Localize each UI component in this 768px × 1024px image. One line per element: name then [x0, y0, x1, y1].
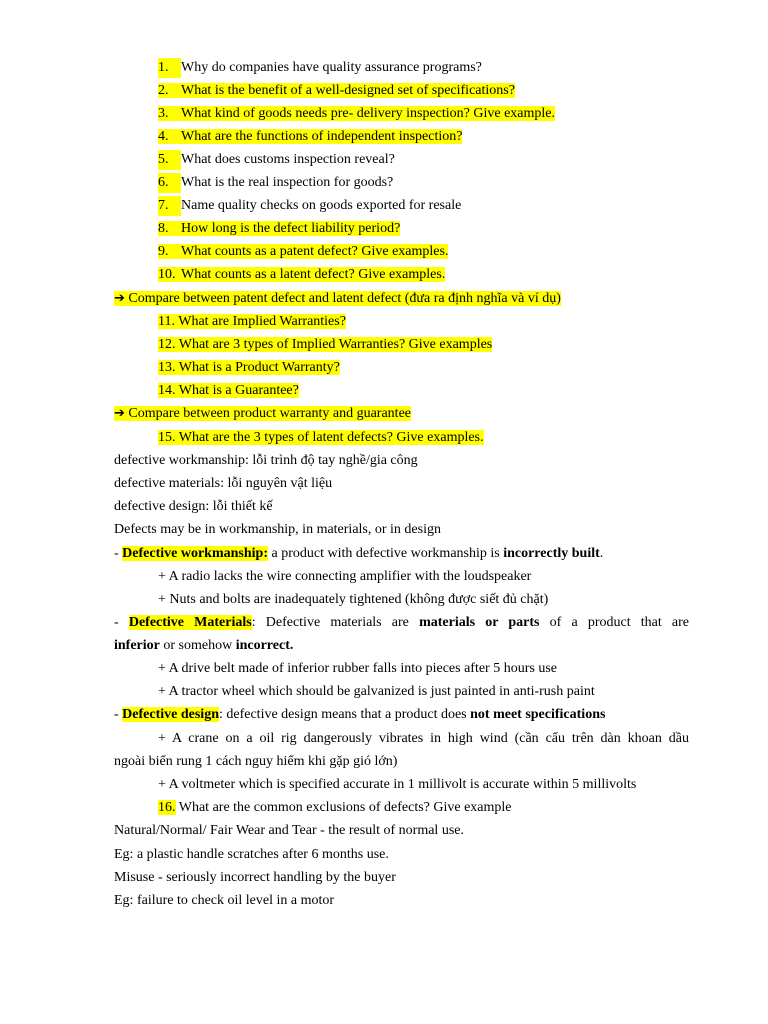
- materials-example-2: + A tractor wheel which should be galvanized is just painted in anti-rush paint: [158, 684, 595, 699]
- exclusion-misuse: Misuse - seriously incorrect handling by the buyer: [114, 870, 396, 885]
- glossary-workmanship: defective workmanship: lỗi trình độ tay nghề/gia công: [114, 453, 418, 468]
- definition-text: of a product that are: [539, 615, 689, 630]
- question-text: What are the common exclusions of defects? Give example: [178, 800, 512, 815]
- design-example-1-line-2: ngoài biển rung 1 cách nguy hiểm khi gặp gió lớn): [114, 754, 398, 769]
- list-dash: -: [114, 615, 129, 630]
- key-phrase: incorrectly built: [503, 546, 600, 561]
- question-text: What counts as a latent defect? Give examples.: [181, 267, 446, 282]
- materials-example-1: + A drive belt made of inferior rubber falls into pieces after 5 hours use: [158, 661, 557, 676]
- question-7: [158, 196, 733, 216]
- question-text: What is the benefit of a well-designed set of specifications?: [181, 83, 515, 98]
- question-text: What is a Guarantee?: [178, 383, 299, 398]
- question-13: [158, 358, 733, 378]
- workmanship-example-1: + A radio lacks the wire connecting amplifier with the loudspeaker: [158, 569, 532, 584]
- compare-patent-latent: [114, 289, 689, 309]
- question-6: [158, 173, 733, 193]
- materials-definition-line-1: [114, 613, 689, 633]
- term-defective-workmanship: Defective workmanship:: [122, 546, 268, 561]
- design-example-2: + A voltmeter which is specified accurate in 1 millivolt is accurate within 5 millivolts: [158, 777, 637, 792]
- definition-text: : Defective materials are: [251, 615, 420, 630]
- question-number: 8.: [158, 221, 169, 236]
- compare-warranty-guarantee: [114, 404, 689, 424]
- materials-definition-line-2: [114, 636, 689, 656]
- workmanship-definition: [114, 544, 689, 564]
- defects-intro: Defects may be in workmanship, in materials, or in design: [114, 522, 441, 537]
- question-text: Why do companies have quality assurance programs?: [181, 60, 482, 75]
- question-text: What kind of goods needs pre- delivery inspection? Give example.: [181, 106, 555, 121]
- period: .: [599, 546, 604, 561]
- question-1: [158, 58, 733, 78]
- question-number: 16.: [158, 800, 176, 815]
- question-9: [158, 242, 733, 262]
- question-number: 4.: [158, 129, 169, 144]
- list-dash: -: [114, 707, 123, 722]
- design-example-1-line-1: + A crane on a oil rig dangerously vibrates in high wind (cần cẩu trên dàn khoan dầu: [158, 731, 689, 746]
- question-number: 15.: [158, 430, 176, 445]
- question-5: [158, 150, 733, 170]
- question-number: 12.: [158, 337, 176, 352]
- question-number: 2.: [158, 83, 169, 98]
- design-definition: [114, 705, 689, 725]
- question-number: 1.: [158, 58, 181, 78]
- compare-text: Compare between product warranty and guarantee: [128, 406, 412, 421]
- question-number: 13.: [158, 360, 176, 375]
- question-11: [158, 312, 733, 332]
- definition-text: or somehow: [159, 638, 236, 653]
- question-text: What is the real inspection for goods?: [181, 175, 394, 190]
- key-phrase: materials or parts: [419, 615, 540, 630]
- question-3: [158, 104, 733, 124]
- key-phrase: inferior: [114, 638, 160, 653]
- question-12: [158, 335, 733, 355]
- question-text: Name quality checks on goods exported for resale: [181, 198, 462, 213]
- exclusion-wear-and-tear: Natural/Normal/ Fair Wear and Tear - the result of normal use.: [114, 823, 464, 838]
- question-text: What does customs inspection reveal?: [181, 152, 395, 167]
- term-defective-design: Defective design: [122, 707, 219, 722]
- question-number: 5.: [158, 150, 181, 170]
- question-10: [158, 265, 733, 285]
- definition-text: : defective design means that a product does: [218, 707, 471, 722]
- key-phrase: not meet specifications: [470, 707, 606, 722]
- question-number: 14.: [158, 383, 176, 398]
- arrow-right-icon: ➔: [114, 406, 125, 421]
- question-15: [158, 428, 733, 448]
- term-defective-materials: Defective Materials: [128, 615, 252, 630]
- exclusion-wear-example: Eg: a plastic handle scratches after 6 months use.: [114, 847, 389, 862]
- question-text: What counts as a patent defect? Give examples.: [181, 244, 449, 259]
- list-dash: -: [114, 546, 123, 561]
- exclusion-misuse-example: Eg: failure to check oil level in a motor: [114, 893, 335, 908]
- compare-text: Compare between patent defect and latent defect (đưa ra định nghĩa và ví dụ): [128, 291, 561, 306]
- question-16: [158, 798, 733, 818]
- question-text: What is a Product Warranty?: [178, 360, 340, 375]
- glossary-design: defective design: lỗi thiết kế: [114, 499, 273, 514]
- question-number: 6.: [158, 173, 181, 193]
- question-number: 7.: [158, 196, 181, 216]
- question-8: [158, 219, 733, 239]
- arrow-right-icon: ➔: [114, 291, 125, 306]
- question-number: 9.: [158, 244, 169, 259]
- question-text: What are Implied Warranties?: [178, 314, 346, 329]
- question-14: [158, 381, 733, 401]
- question-number: 11.: [158, 314, 175, 329]
- definition-text: a product with defective workmanship is: [267, 546, 504, 561]
- key-phrase: incorrect.: [235, 638, 294, 653]
- workmanship-example-2: + Nuts and bolts are inadequately tightened (không được siết đủ chặt): [158, 592, 549, 607]
- question-text: What are 3 types of Implied Warranties? Give examples: [178, 337, 493, 352]
- question-4: [158, 127, 733, 147]
- question-text: How long is the defect liability period?: [181, 221, 401, 236]
- question-text: What are the functions of independent inspection?: [181, 129, 463, 144]
- question-number: 10.: [158, 267, 176, 282]
- question-2: [158, 81, 733, 101]
- question-text: What are the 3 types of latent defects? Give examples.: [178, 430, 484, 445]
- question-number: 3.: [158, 106, 169, 121]
- glossary-materials: defective materials: lỗi nguyên vật liệu: [114, 476, 333, 491]
